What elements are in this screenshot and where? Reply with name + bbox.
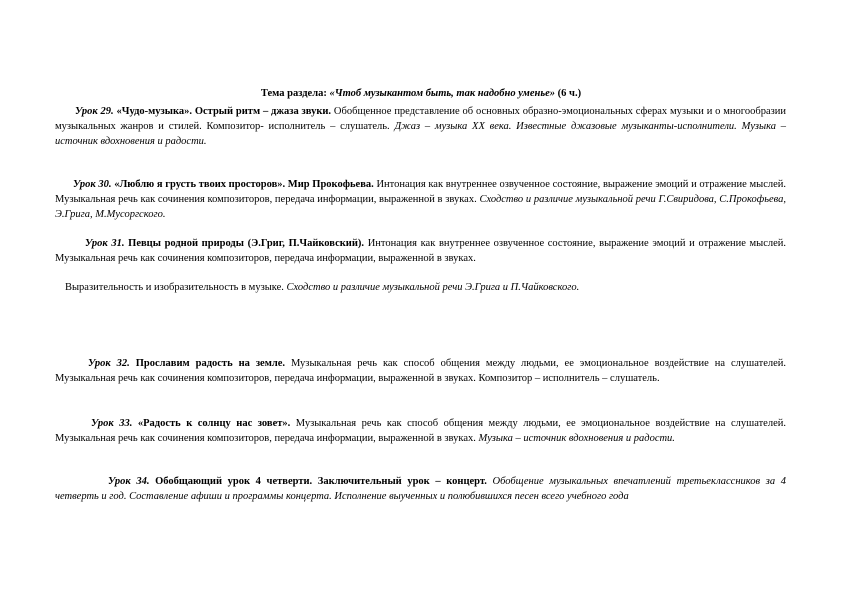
lesson-31-paragraph <box>55 236 786 266</box>
lesson-31-number: Урок 31. <box>85 238 125 249</box>
lesson-32-text: Музыкальная речь как способ общения между людьми, ее эмоциональное воздействие на слушателей. Музыкальная речь как сочинения композиторов, передача информации, выраженной в звуках. Композитор – исполнитель – слушатель. <box>55 358 786 384</box>
lesson-30-text: Интонация как внутреннее озвученное состояние, выражение эмоций и отражение мыслей. Музыкальная речь как сочинения композиторов, передача информации, выраженной в звуках. <box>55 179 786 205</box>
lesson-30-title: «Люблю я грусть твоих просторов». Мир Прокофьева. <box>114 179 374 190</box>
lesson-32-number: Урок 32. <box>88 358 130 369</box>
lesson-29-text: Обобщенное представление об основных образно-эмоциональных сферах музыки и о многообразии музыкальных жанров и стилей. Композитор- исполнитель – слушатель. <box>55 106 786 132</box>
lesson-32-title: Прославим радость на земле. <box>135 358 286 369</box>
lesson-34-paragraph <box>55 474 786 504</box>
lesson-29-paragraph <box>55 104 786 149</box>
lesson-33-text: Музыкальная речь как способ общения между людьми, ее эмоциональное воздействие на слушателей. Музыкальная речь как сочинения композиторов, передача информации, выраженной в звуках. <box>55 418 786 444</box>
section-title-quote: «Чтоб музыкантом быть, так надобно уменье» <box>329 88 556 99</box>
lesson-33-title: «Радость к солнцу нас зовет». <box>137 418 291 429</box>
lesson-29-title: «Чудо-музыка». Острый ритм – джаза звуки. <box>116 106 332 117</box>
lesson-32-paragraph <box>55 356 786 386</box>
lesson-30-paragraph <box>55 177 786 222</box>
lesson-33-paragraph <box>55 416 786 446</box>
lesson-31-text: Интонация как внутреннее озвученное состояние, выражение эмоций и отражение мыслей. Музыкальная речь как сочинения композиторов, передача информации, выраженной в звуках. <box>55 238 787 264</box>
lesson-34-title: Обобщающий урок 4 четверти. Заключительный урок – концерт. <box>155 476 487 487</box>
lesson-34-number: Урок 34. <box>108 476 150 487</box>
lesson-34-italic: Обобщение музыкальных впечатлений третьеклассников за 4 четверть и год. Составление афиши и программы концерта. Исполнение выученных и полюбившихся песен всего учебного года <box>55 476 786 502</box>
section-title <box>0 87 842 100</box>
lesson-30-number: Урок 30. <box>73 179 112 190</box>
lesson-29-italic: Джаз – музыка XX века. Известные джазовые музыканты-исполнители. Музыка – источник вдохновения и радости. <box>55 121 787 147</box>
lesson-30-italic: Сходство и различие музыкальной речи Г.Свиридова, С.Прокофьева, Э.Грига, М.Мусоргского. <box>55 194 786 220</box>
lesson-31-extra-paragraph <box>55 280 786 295</box>
lesson-31-title: Певцы родной природы (Э.Григ, П.Чайковский). <box>128 238 365 249</box>
lesson-29-number: Урок 29. <box>75 106 114 117</box>
lesson-33-number: Урок 33. <box>91 418 133 429</box>
lesson-31-extra-text: Выразительность и изобразительность в музыке. <box>65 282 284 293</box>
section-title-hours: (6 ч.) <box>555 88 582 99</box>
lesson-31-extra-italic: Сходство и различие музыкальной речи Э.Грига и П.Чайковского. <box>286 282 580 293</box>
section-title-prefix: Тема раздела: <box>260 88 330 99</box>
lesson-33-italic: Музыка – источник вдохновения и радости. <box>478 433 675 444</box>
